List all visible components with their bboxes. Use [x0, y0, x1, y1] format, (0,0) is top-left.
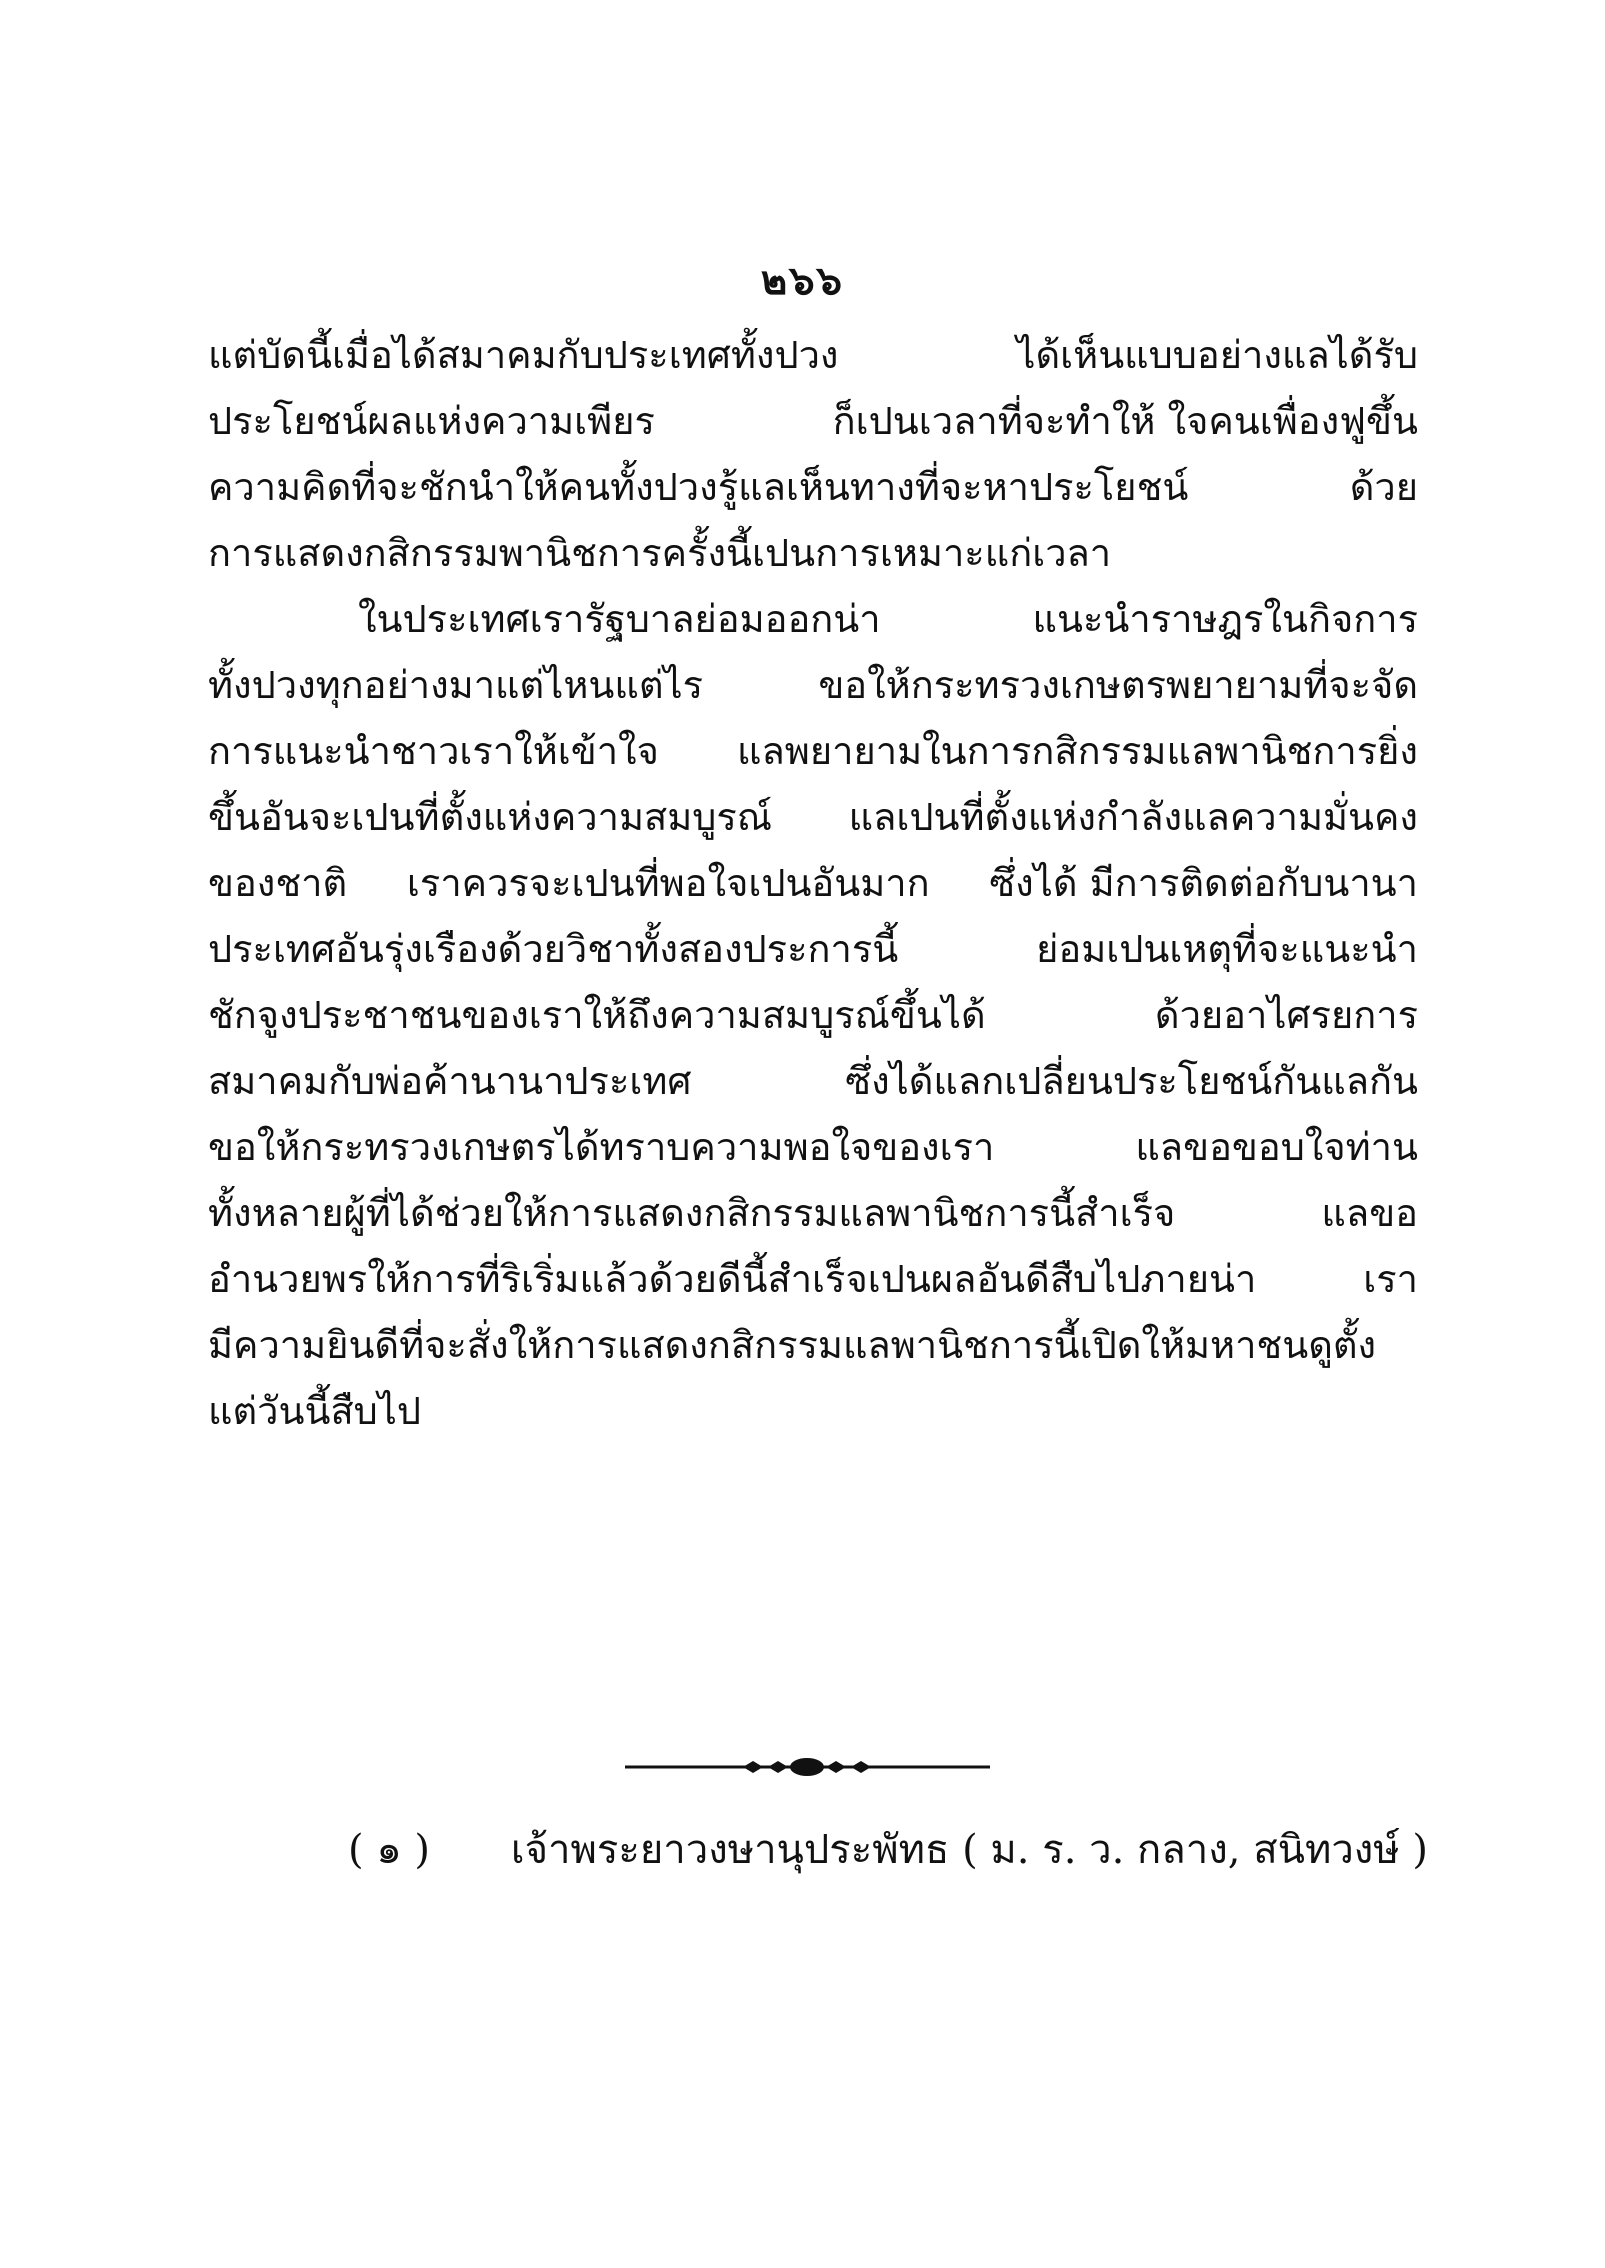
text-line	[208, 1180, 1418, 1246]
body-text	[208, 322, 1418, 1444]
text-segment: แลพยายามในการกสิกรรมแลพานิชการยิ่ง	[737, 729, 1418, 773]
text-segment: การแนะนำชาวเราให้เข้าใจ	[208, 729, 659, 773]
text-segment: มีความยินดีที่จะสั่งให้การแสดงกสิกรรมแลพานิชการนี้เปิดให้มหาชนดูตั้ง	[208, 1323, 1377, 1367]
text-segment: ทั้งหลายผู้ที่ได้ช่วยให้การแสดงกสิกรรมแลพานิชการนี้สำเร็จ	[208, 1191, 1176, 1235]
text-segment: แต่บัดนี้เมื่อได้สมาคมกับประเทศทั้งปวง	[208, 333, 839, 377]
page-number: ๒๖๖	[760, 257, 845, 304]
text-line	[208, 850, 1418, 916]
text-segment: ซึ่งได้แลกเปลี่ยนประโยชน์กันแลกัน	[845, 1059, 1418, 1103]
text-line	[208, 916, 1418, 982]
text-line	[208, 454, 1418, 520]
text-line	[208, 652, 1418, 718]
text-segment: แต่วันนี้สืบไป	[208, 1389, 422, 1433]
text-segment: แลขอ	[1321, 1191, 1418, 1235]
text-line	[208, 982, 1418, 1048]
text-line	[208, 1312, 1418, 1378]
text-line	[208, 784, 1418, 850]
text-segment: ด้วยอาไศรยการ	[1154, 993, 1418, 1037]
text-line	[208, 1048, 1418, 1114]
text-segment: ของชาติ	[208, 861, 348, 905]
text-segment: ทั้งปวงทุกอย่างมาแต่ไหนแต่ไร	[208, 663, 704, 707]
text-segment: อำนวยพรให้การที่ริเริ่มแล้วด้วยดีนี้สำเร็จเปนผลอันดีสืบไปภายน่า	[208, 1257, 1257, 1301]
text-line	[208, 322, 1418, 388]
text-segment: ความคิดที่จะชักนำให้คนทั้งปวงรู้แลเห็นทางที่จะหาประโยชน์	[208, 465, 1189, 509]
text-segment: ด้วย	[1349, 465, 1418, 509]
text-line	[208, 1378, 1418, 1444]
text-line	[208, 718, 1418, 784]
text-segment: แลเปนที่ตั้งแห่งกำลังแลความมั่นคง	[848, 795, 1418, 839]
text-segment: เราควรจะเปนที่พอใจเปนอันมาก	[406, 861, 930, 905]
text-segment: ย่อมเปนเหตุที่จะแนะนำ	[1036, 927, 1418, 971]
text-segment: ขอให้กระทรวงเกษตรได้ทราบความพอใจของเรา	[208, 1125, 995, 1169]
footnote-marker: ( ๑ )	[348, 1827, 431, 1873]
footnote-text: เจ้าพระยาวงษานุประพัทธ ( ม. ร. ว. กลาง, สนิทวงษ์ )	[510, 1827, 1428, 1873]
footnote	[348, 1820, 1428, 1880]
text-segment: ขอให้กระทรวงเกษตรพยายามที่จะจัด	[818, 663, 1418, 707]
text-segment: แลขอขอบใจท่าน	[1135, 1125, 1418, 1169]
text-segment: ซึ่งได้ มีการติดต่อกับนานา	[989, 861, 1418, 905]
text-segment: ขึ้นอันจะเปนที่ตั้งแห่งความสมบูรณ์	[208, 795, 773, 839]
text-line	[208, 586, 1418, 652]
text-line	[208, 388, 1418, 454]
text-segment: การแสดงกสิกรรมพานิชการครั้งนี้เปนการเหมาะแก่เวลา	[208, 531, 1112, 575]
text-line	[208, 1246, 1418, 1312]
text-segment: ก็เปนเวลาที่จะทำให้ ใจคนเพื่องฟูขึ้น	[832, 399, 1418, 443]
text-segment: ในประเทศเรารัฐบาลย่อมออกน่า	[358, 597, 881, 641]
text-segment: ชักจูงประชาชนของเราให้ถึงความสมบูรณ์ขึ้นได้	[208, 993, 986, 1037]
text-line	[208, 520, 1418, 586]
text-segment: ประโยชน์ผลแห่งความเพียร	[208, 399, 655, 443]
text-segment: สมาคมกับพ่อค้านานาประเทศ	[208, 1059, 692, 1103]
text-line	[208, 1114, 1418, 1180]
text-segment: ได้เห็นแบบอย่างแลได้รับ	[1016, 333, 1418, 377]
ornament-divider	[625, 1755, 990, 1779]
text-segment: ประเทศอันรุ่งเรืองด้วยวิชาทั้งสองประการนี้	[208, 927, 899, 971]
text-segment: แนะนำราษฎรในกิจการ	[1032, 597, 1418, 641]
text-segment: เรา	[1363, 1257, 1418, 1301]
